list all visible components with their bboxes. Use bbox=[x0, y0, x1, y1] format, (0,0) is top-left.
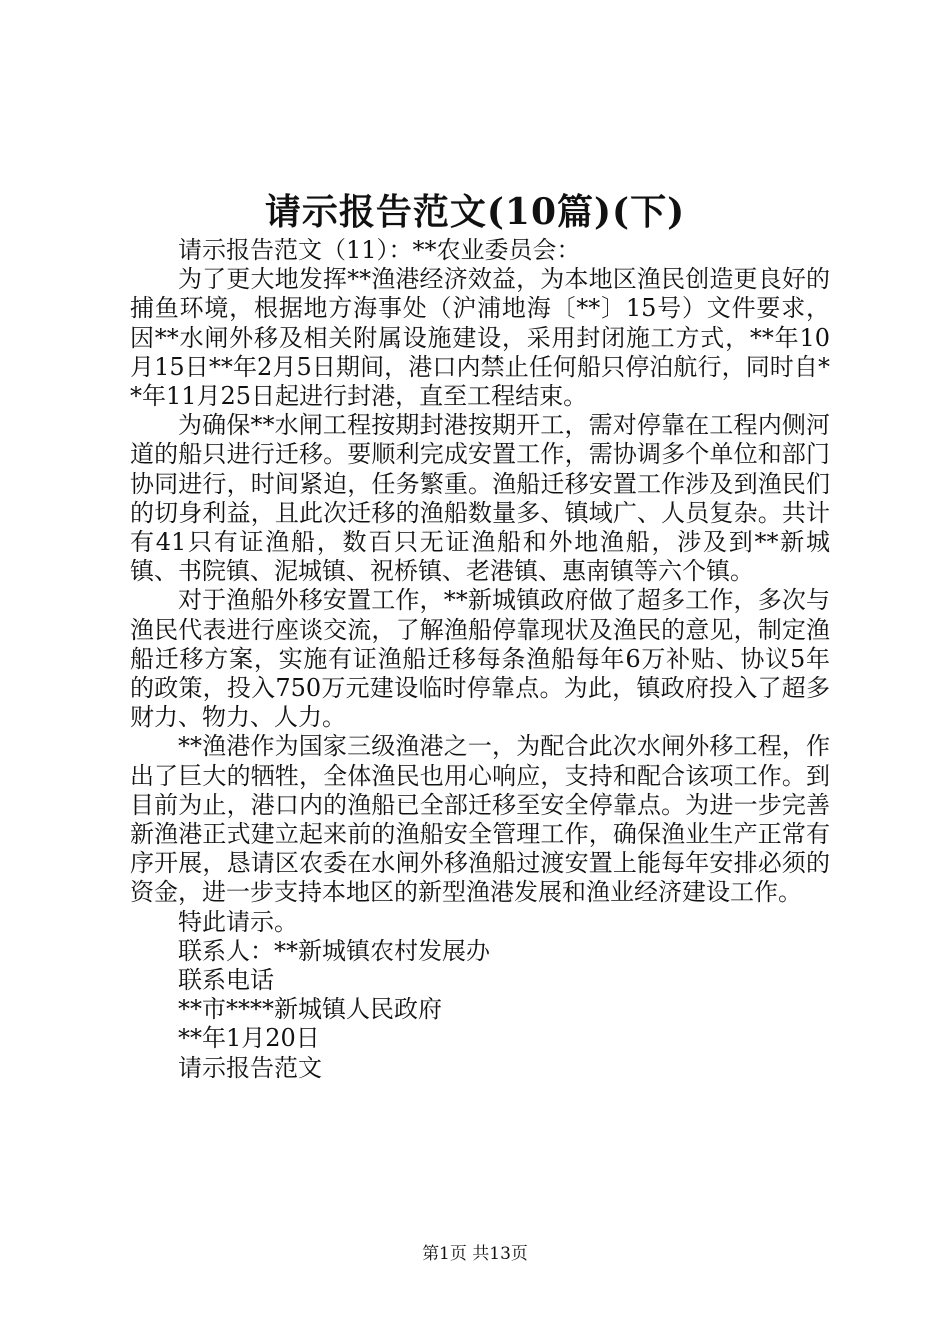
body-paragraph: **渔港作为国家三级渔港之一，为配合此次水闸外移工程，作出了巨大的牺牲，全体渔民也用心响应，支持和配合该项工作。到目前为止，港口内的渔船已全部迁移至安全停靠点。为进一步完善新渔港正式建立起来前的渔船安全管理工作，确保渔业生产正常有序开展，恳请区农委在水闸外移渔船过渡安置上能每年安排必须的资金，进一步支持本地区的新型渔港发展和渔业经济建设工作。 bbox=[130, 732, 830, 907]
closing-line: 特此请示。 bbox=[178, 907, 298, 936]
contact-person: 联系人：**新城镇农村发展办 bbox=[178, 936, 490, 965]
salutation: 请示报告范文（11）：**农业委员会： bbox=[178, 236, 581, 264]
body-paragraph: 为确保**水闸工程按期封港按期开工，需对停靠在工程内侧河道的船只进行迁移。要顺利完成安置工作，需协调多个单位和部门协同进行，时间紧迫，任务繁重。渔船迁移安置工作涉及到渔民们的切身利益，且此次迁移的渔船数量多、镇域广、人员复杂。共计有41只有证渔船，数百只无证渔船和外地渔船，涉及到**新城镇、书院镇、泥城镇、祝桥镇、老港镇、惠南镇等六个镇。 bbox=[130, 411, 830, 586]
document-title: 请示报告范文(10篇)(下) bbox=[264, 191, 686, 233]
organization-name: **市****新城镇人民政府 bbox=[178, 995, 442, 1024]
body-paragraph: 对于渔船外移安置工作，**新城镇政府做了超多工作，多次与渔民代表进行座谈交流，了解渔船停靠现状及渔民的意见，制定渔船迁移方案，实施有证渔船迁移每条渔船每年6万补贴、协议5年的政策，投入750万元建设临时停靠点。为此，镇政府投入了超多财力、物力、人力。 bbox=[130, 586, 830, 732]
document-date: **年1月20日 bbox=[178, 1024, 320, 1053]
next-section-heading: 请示报告范文 bbox=[178, 1053, 322, 1082]
page-footer: 第1页 共13页 bbox=[422, 1244, 528, 1264]
contact-phone: 联系电话 bbox=[178, 966, 274, 995]
document-body bbox=[130, 236, 830, 1083]
body-paragraph: 为了更大地发挥**渔港经济效益，为本地区渔民创造更良好的捕鱼环境，根据地方海事处（沪浦地海〔**〕15号）文件要求，因**水闸外移及相关附属设施建设，采用封闭施工方式，**年10月15日**年2月5日期间，港口内禁止任何船只停泊航行，同时自**年11月25日起进行封港，直至工程结束。 bbox=[130, 265, 830, 411]
